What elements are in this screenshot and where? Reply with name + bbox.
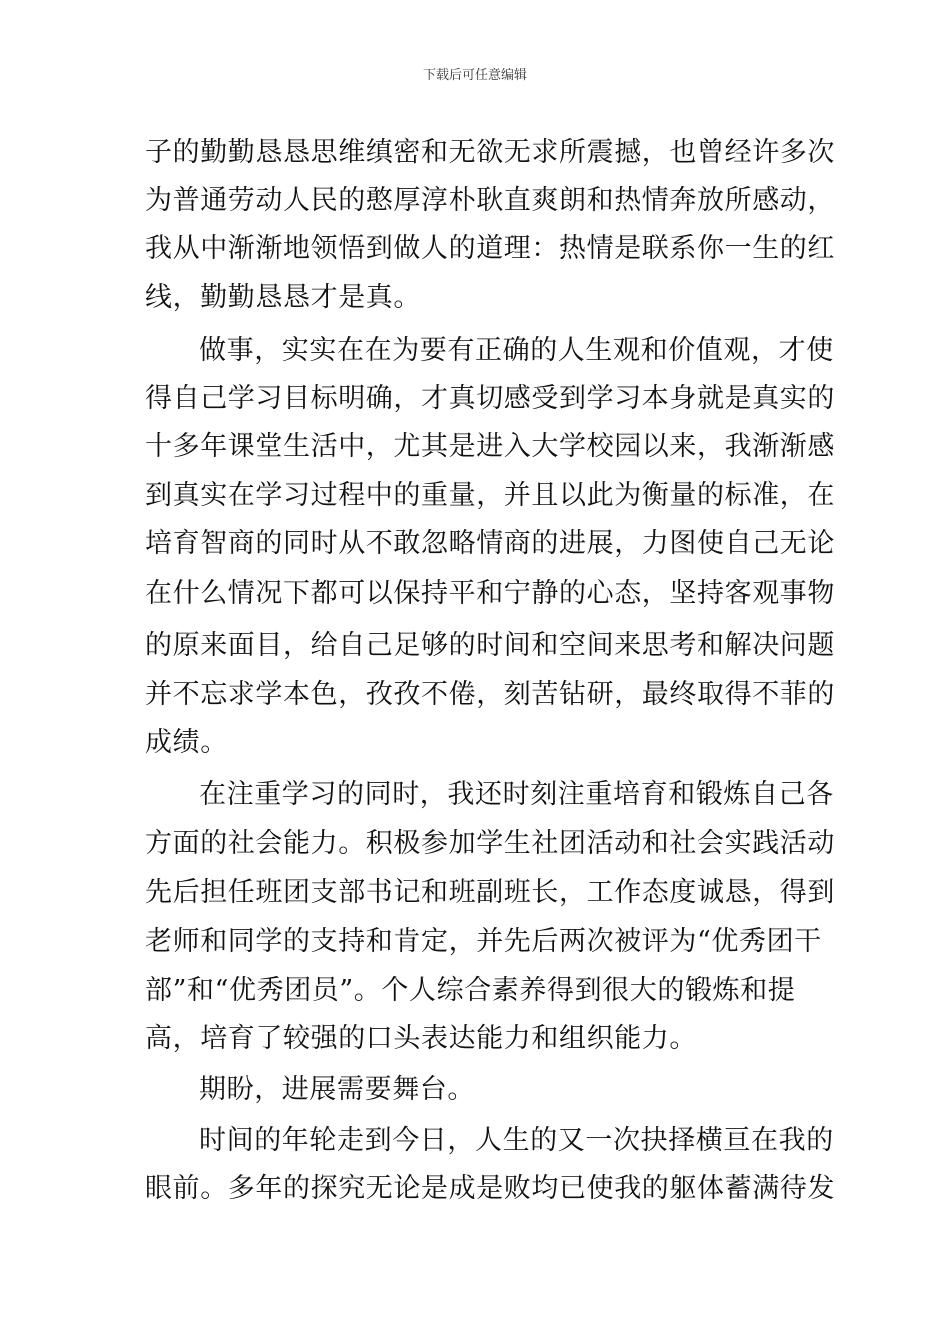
text-line: 部”和“优秀团员”。个人综合素养得到很大的锻炼和提 [145, 975, 796, 1006]
text-line: 培育智商的同时从不敢忽略情商的进展，力图使自己无论 [145, 528, 835, 559]
text-line: 我从中渐渐地领悟到做人的道理：热情是联系你一生的红 [145, 233, 835, 264]
text-line: 线，勤勤恳恳才是真。 [145, 282, 421, 313]
text-line: 成绩。 [145, 727, 228, 758]
text-line: 先后担任班团支部书记和班副班长，工作态度诚恳，得到 [145, 877, 835, 908]
text-line: 得自己学习目标明确，才真切感受到学习本身就是真实的 [145, 383, 835, 414]
text-line: 在注重学习的同时，我还时刻注重培育和锻炼自己各 [199, 779, 834, 810]
page-header: 下载后可任意编辑 [422, 68, 527, 83]
text-line: 在什么情况下都可以保持平和宁静的心态，坚持客观事物 [145, 578, 835, 609]
text-line: 为普通劳动人民的憨厚淳朴耿直爽朗和热情奔放所感动， [145, 185, 835, 216]
text-line: 十多年课堂生活中，尤其是进入大学校园以来，我渐渐感 [145, 431, 835, 462]
text-line: 做事，实实在在为要有正确的人生观和价值观，才使 [199, 335, 834, 366]
text-line: 方面的社会能力。积极参加学生社团活动和社会实践活动 [145, 828, 835, 859]
text-line: 高，培育了较强的口头表达能力和组织能力。 [145, 1023, 697, 1054]
text-line: 眼前。多年的探究无论是成是败均已使我的躯体蓄满待发 [145, 1173, 835, 1204]
text-line: 并不忘求学本色，孜孜不倦，刻苦钻研，最终取得不菲的 [145, 679, 835, 710]
text-line: 子的勤勤恳恳思维缜密和无欲无求所震撼，也曾经许多次 [145, 137, 835, 168]
text-line: 期盼，进展需要舞台。 [199, 1074, 475, 1105]
text-line: 到真实在学习过程中的重量，并且以此为衡量的标准，在 [145, 480, 835, 511]
text-line: 老师和同学的支持和肯定，并先后两次被评为“优秀团干 [145, 926, 822, 957]
text-line: 的原来面目，给自己足够的时间和空间来思考和解决问题 [145, 630, 835, 661]
text-line: 时间的年轮走到今日，人生的又一次抉择横亘在我的 [199, 1125, 834, 1156]
